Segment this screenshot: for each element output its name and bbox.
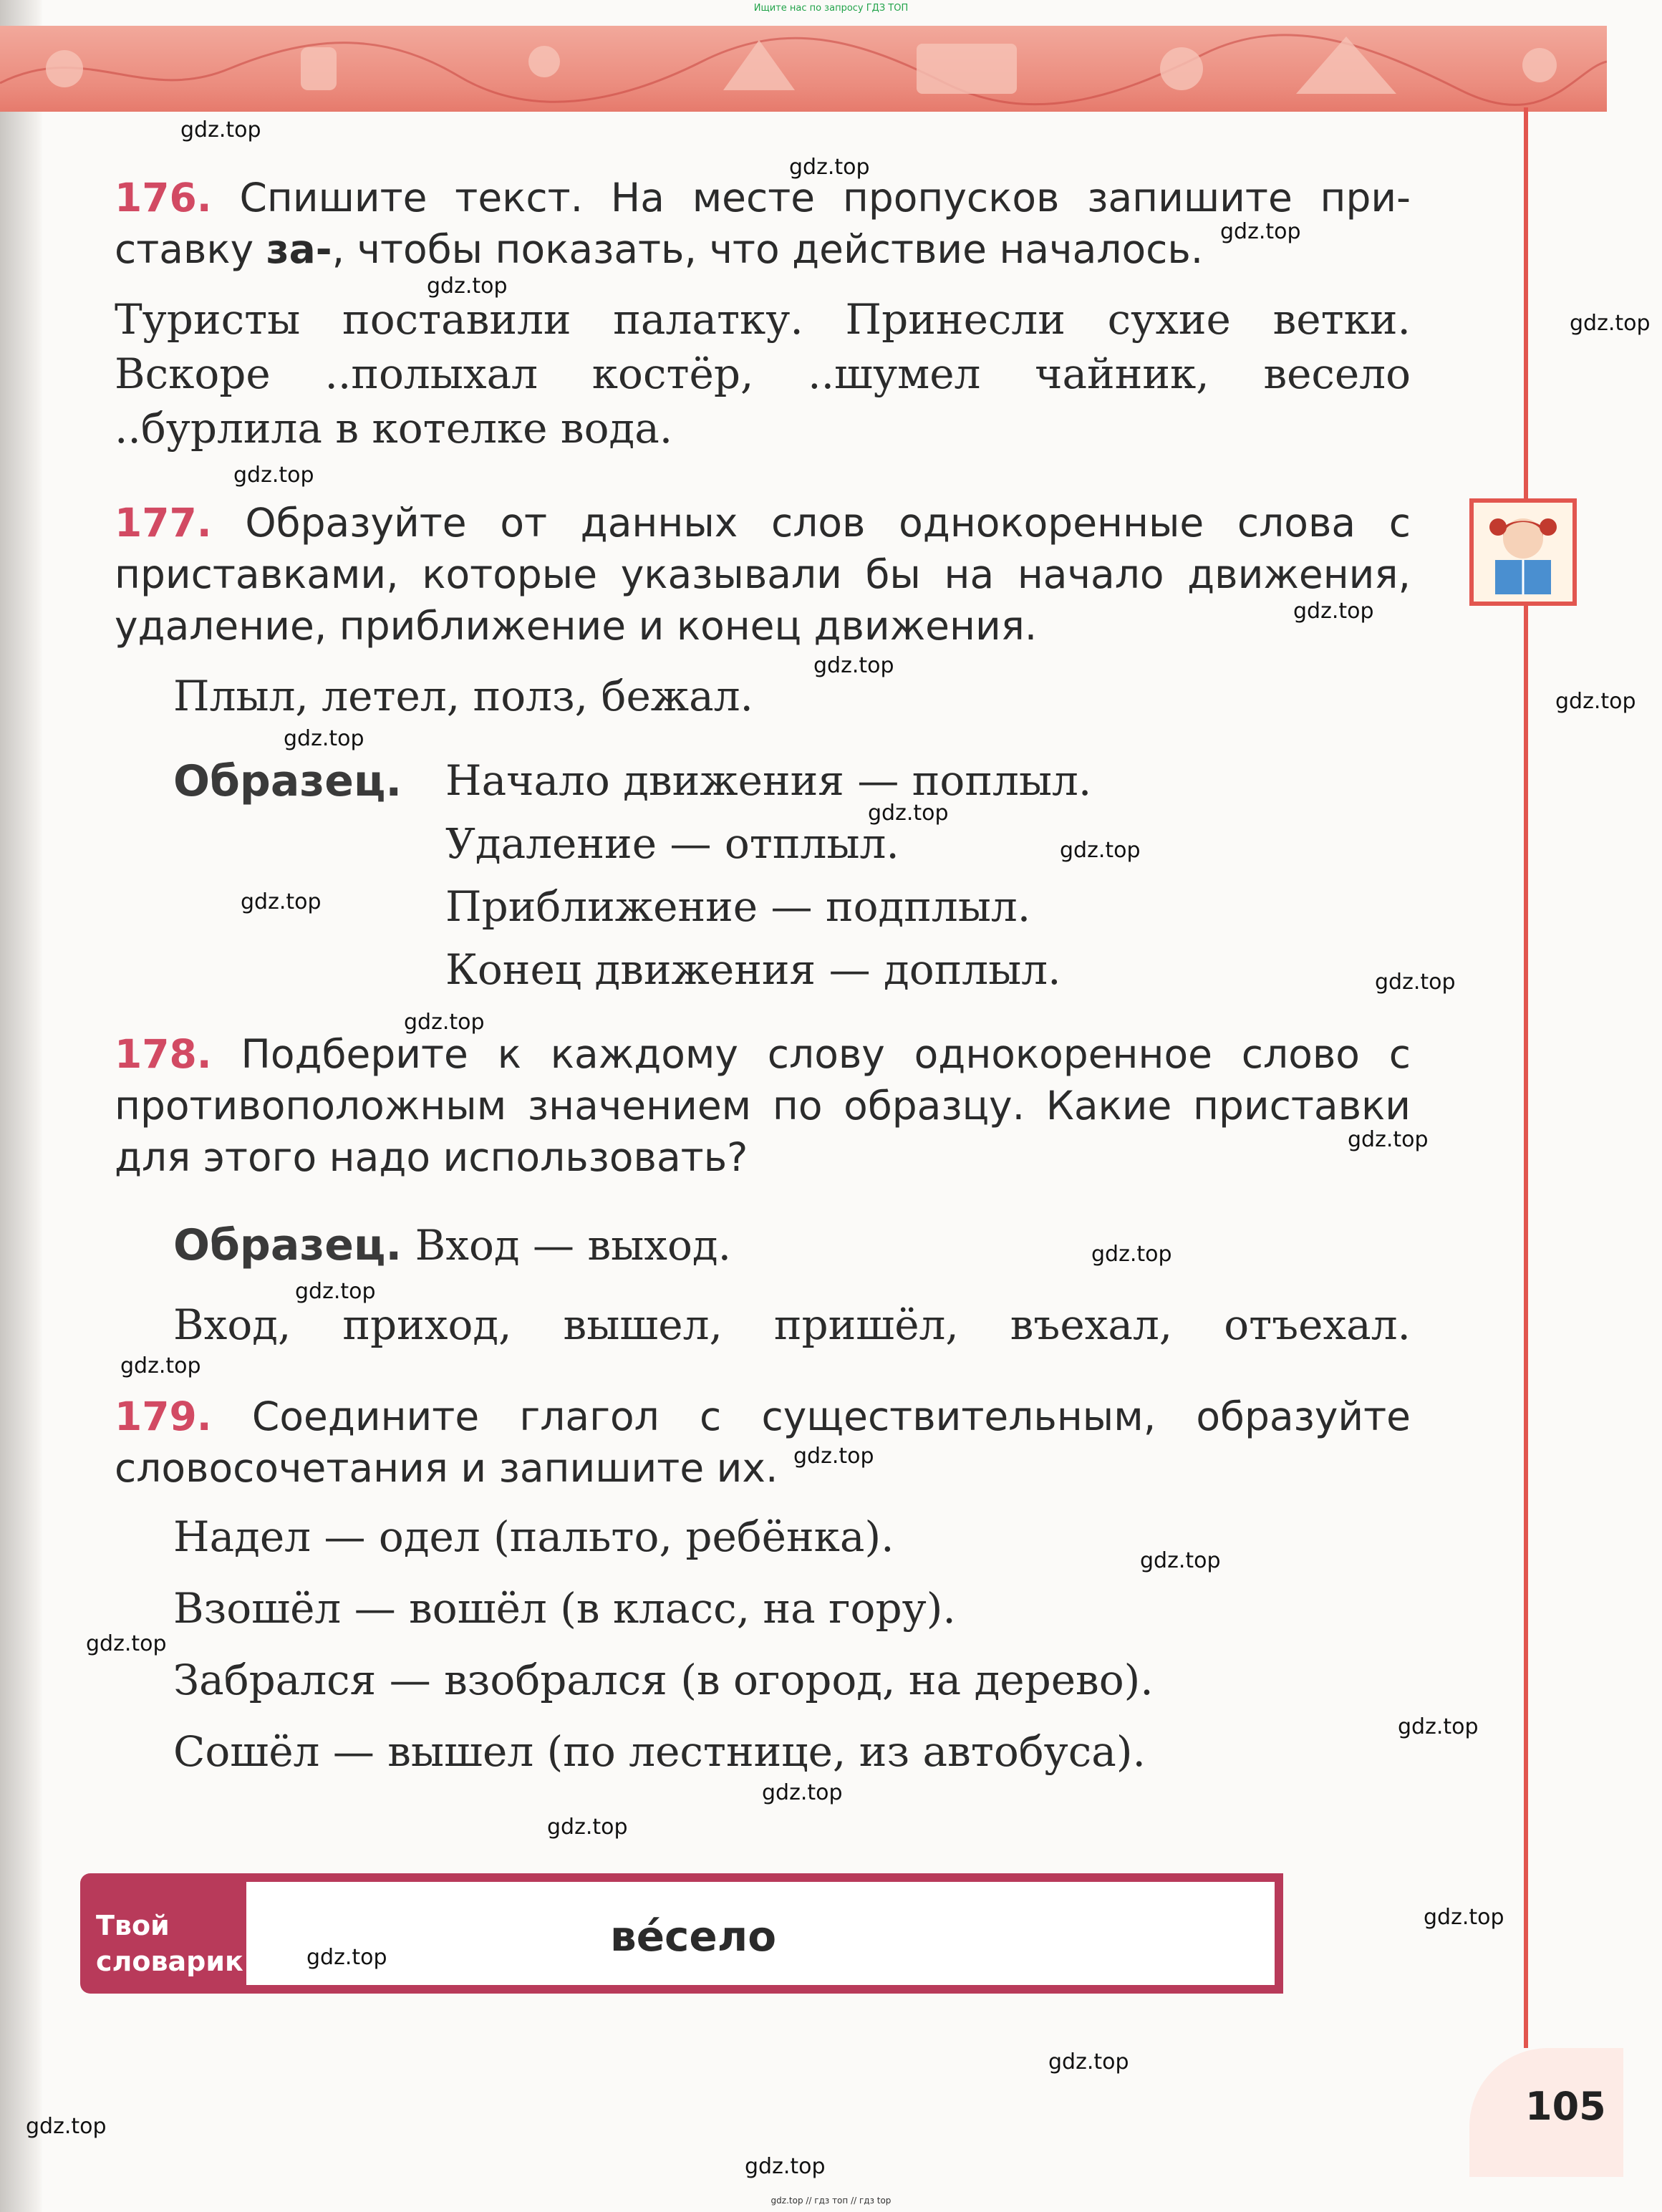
watermark: gdz.top <box>1424 1905 1504 1930</box>
watermark: gdz.top <box>1570 311 1651 336</box>
task-text: , чтобы показать, что действие началось. <box>332 226 1204 272</box>
exercise-176-task <box>115 172 1411 275</box>
verb-noun-line: Сошёл — вышел (по лестнице, из автобуса). <box>173 1727 1146 1776</box>
exercise-179-task <box>115 1391 1411 1494</box>
watermark: gdz.top <box>120 1353 201 1378</box>
watermark: gdz.top <box>793 1444 874 1469</box>
watermark: gdz.top <box>306 1945 387 1970</box>
watermark: gdz.top <box>745 2154 826 2179</box>
sample-label: Образец. <box>173 756 402 806</box>
decorative-banner <box>0 26 1607 112</box>
page-margin-line <box>1524 107 1528 2048</box>
sample-label: Образец. <box>173 1220 402 1270</box>
exercise-number: 178. <box>115 1031 212 1077</box>
watermark: gdz.top <box>789 155 870 180</box>
watermark: gdz.top <box>547 1815 628 1840</box>
watermark: gdz.top <box>427 274 508 299</box>
task-text: Подберите к каждому слову однокоренное слово с противоположным значением по образцу. Какие приставки для этого надо использовать? <box>115 1031 1411 1180</box>
page-number: 105 <box>1525 2084 1606 2129</box>
watermark: gdz.top <box>1555 689 1636 714</box>
watermark: gdz.top <box>1348 1127 1429 1152</box>
exercise-number: 177. <box>115 500 212 546</box>
watermark: gdz.top <box>404 1010 485 1035</box>
page-binding-shadow <box>0 0 43 2212</box>
footer-note: gdz.top // гдз топ // гдз top <box>770 2196 892 2206</box>
watermark: gdz.top <box>1091 1242 1172 1267</box>
sample-line: Приближение — подплыл. <box>445 882 1031 931</box>
exercise-177-task <box>115 497 1411 652</box>
verb-noun-line: Надел — одел (пальто, ребёнка). <box>173 1512 894 1561</box>
sample-line: Конец движения — доплыл. <box>445 945 1061 994</box>
exercise-number: 179. <box>115 1394 212 1439</box>
sample-text: Вход — выход. <box>415 1221 732 1270</box>
watermark: gdz.top <box>241 889 322 914</box>
reading-girl-icon <box>1469 498 1577 606</box>
watermark: gdz.top <box>1293 599 1374 624</box>
watermark: gdz.top <box>26 2114 107 2139</box>
exercise-177-words: Плыл, летел, полз, бежал. <box>173 672 753 720</box>
watermark: gdz.top <box>762 1780 843 1805</box>
task-text: Образуйте от данных слов однокоренные слова с приставками, которые указывали бы на начало движения, удаление, приближение и конец движения. <box>115 500 1411 649</box>
dictionary-label-line2: словарик <box>96 1946 243 1977</box>
your-dictionary-box <box>80 1862 1283 1998</box>
verb-noun-line: Забрался — взобрался (в огород, на дерево). <box>173 1656 1154 1704</box>
sample-line: Удаление — отплыл. <box>445 819 899 868</box>
watermark: gdz.top <box>295 1279 376 1304</box>
exercise-178-task <box>115 1028 1411 1183</box>
verb-noun-line: Взошёл — вошёл (в класс, на гору). <box>173 1584 956 1633</box>
watermark: gdz.top <box>233 463 314 488</box>
watermark: gdz.top <box>284 726 364 751</box>
exercise-176-body: Туристы поставили палатку. Принесли сухие ветки. Вскоре ..полыхал костёр, ..шумел чайник, весело ..бурлила в котелке вода. <box>115 295 1411 453</box>
exercise-178-words: Вход, приход, вышел, пришёл, въехал, отъехал. <box>173 1300 1411 1349</box>
exercise-number: 176. <box>115 175 212 221</box>
watermark: gdz.top <box>813 653 894 678</box>
watermark: gdz.top <box>1048 2049 1129 2075</box>
dictionary-label <box>80 1873 246 1994</box>
watermark: gdz.top <box>180 117 261 143</box>
exercise-177-sample-label <box>173 756 402 806</box>
dictionary-word: ве́село <box>610 1912 777 1961</box>
header-note: Ищите нас по запросу ГДЗ ТОП <box>753 3 909 14</box>
watermark: gdz.top <box>868 801 949 826</box>
watermark: gdz.top <box>1220 219 1301 244</box>
sample-line: Начало движения — поплыл. <box>445 756 1092 805</box>
task-text: Соедините глагол с существительным, образуйте словосочетания и запишите их. <box>115 1394 1411 1491</box>
watermark: gdz.top <box>1375 970 1456 995</box>
prefix-highlight: за- <box>266 226 332 272</box>
banner-ornament <box>0 26 1607 112</box>
watermark: gdz.top <box>1060 838 1141 863</box>
watermark: gdz.top <box>1140 1548 1221 1573</box>
watermark: gdz.top <box>1398 1714 1479 1739</box>
watermark: gdz.top <box>86 1631 167 1656</box>
exercise-178-sample <box>173 1220 731 1270</box>
task-text: Спишите текст. На месте пропусков запишите при-ставку <box>115 175 1411 272</box>
dictionary-label-line1: Твой <box>96 1910 170 1941</box>
